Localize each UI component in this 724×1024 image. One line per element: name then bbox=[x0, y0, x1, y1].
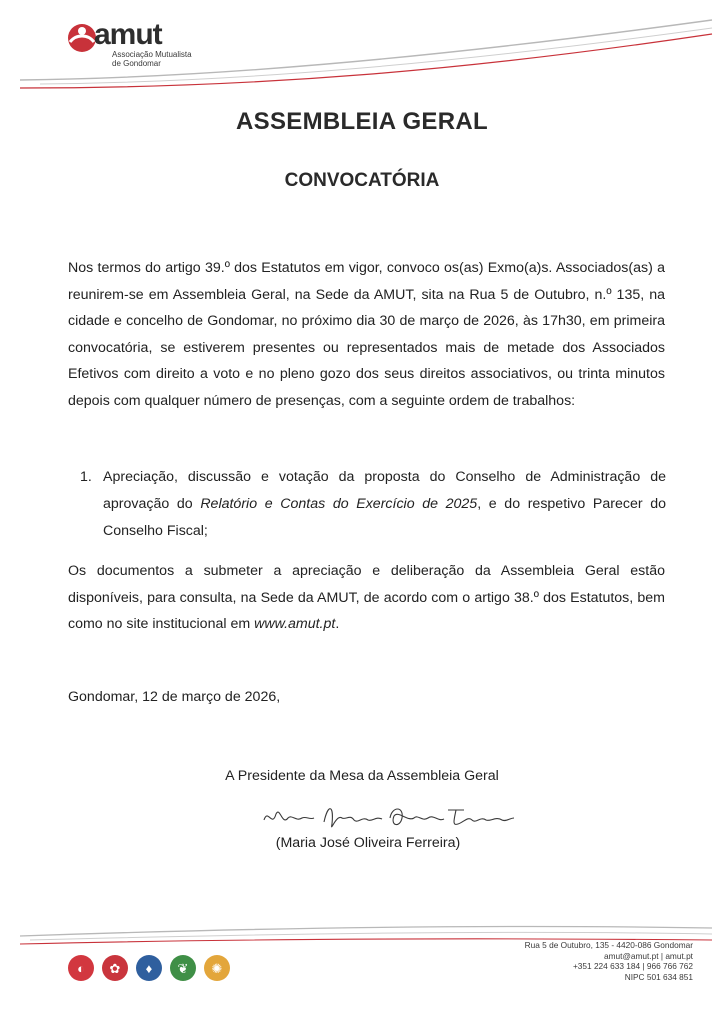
logo-subtitle bbox=[112, 50, 222, 68]
agenda-text-italic: Relatório e Contas do Exercício de 2025 bbox=[200, 496, 478, 512]
date-line: Gondomar, 12 de março de 2026, bbox=[68, 689, 281, 705]
convocation-paragraph: Nos termos do artigo 39.º dos Estatutos em vigor, convoco os(as) Exmo(a)s. Associados(as) a reunirem-se em Assembleia Geral, na Sede da AMUT, sita na Rua 5 de Outubro, n.º 135, na cidade e concelho de Gondomar, no próximo dia 30 de março de 2026, às 17h30, em primeira convocatória, se estiverem presentes ou representados mais de metade dos Associados Efetivos com direito a voto e no pleno gozo dos seus direitos associativos, ou trinta minutos depois com qualquer número de presenças, com a seguinte ordem de trabalhos: bbox=[68, 260, 665, 409]
website-link[interactable]: www.amut.pt bbox=[254, 616, 336, 632]
footer-nipc: NIPC 501 634 851 bbox=[624, 971, 693, 982]
agenda-text-before: Apreciação, discussão e votação da proposta do Conselho de Administração de aprovação do bbox=[103, 469, 666, 512]
agenda-item-text bbox=[103, 464, 666, 545]
agenda-item-number: 1. bbox=[80, 469, 92, 485]
leaf-icon: ❦ bbox=[170, 955, 196, 981]
documents-paragraph bbox=[68, 558, 665, 638]
footer-contact: amut@amut.pt | amut.pt bbox=[604, 950, 693, 961]
document-subtitle: CONVOCATÓRIA bbox=[284, 170, 440, 191]
footer-contact-info bbox=[525, 940, 693, 982]
signatory-name: (Maria José Oliveira Ferreira) bbox=[275, 835, 461, 851]
footer-address: Rua 5 de Outubro, 135 - 4420-086 Gondomar bbox=[524, 940, 693, 950]
document-title: ASSEMBLEIA GERAL bbox=[236, 108, 488, 135]
amut-brand-icon: ◐ bbox=[68, 955, 94, 981]
documents-text-end: . bbox=[335, 616, 340, 632]
ice-cream-icon: ♦ bbox=[136, 955, 162, 981]
agenda-text-after: , e do respetivo Parecer do Conselho Fiscal; bbox=[103, 496, 666, 539]
logo-subtitle-line2: de Gondomar bbox=[112, 59, 161, 68]
sun-icon: ✺ bbox=[204, 955, 230, 981]
logo-subtitle-line1: Associação Mutualista bbox=[112, 50, 192, 59]
documents-text: Os documentos a submeter a apreciação e deliberação da Assembleia Geral estão disponíveis, para consulta, na Sede da AMUT, de acordo com o artigo 38.º dos Estatutos, bem como no site institucional em bbox=[68, 563, 665, 632]
flower-icon: ✿ bbox=[102, 955, 128, 981]
footer-phones: +351 224 633 184 | 966 766 762 bbox=[572, 961, 693, 971]
logo-wordmark: amut bbox=[94, 18, 162, 51]
footer-service-icons bbox=[68, 955, 230, 985]
handwritten-signature bbox=[258, 800, 518, 838]
amut-logo bbox=[66, 14, 206, 68]
signatory-title: A Presidente da Mesa da Assembleia Geral bbox=[225, 768, 499, 784]
